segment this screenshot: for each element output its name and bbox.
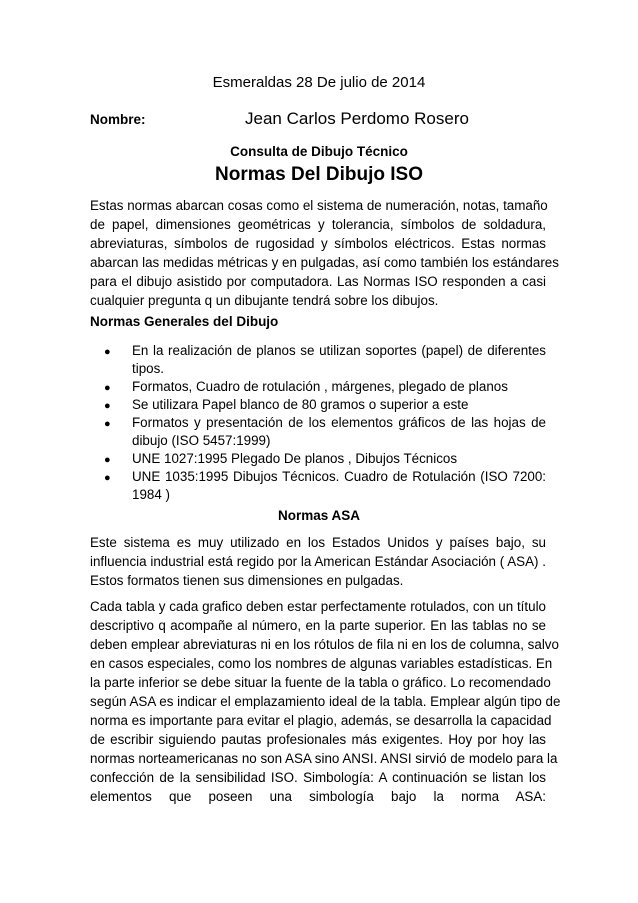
paragraph-line: la parte inferior se debe situar la fuente de la tabla o gráfico. Lo recomendado (90, 675, 551, 690)
list-item-continuation: tipos. (132, 361, 165, 376)
paragraph-line: deben emplear abreviaturas ni en los rótulos de fila ni en los de columna, salvo (90, 637, 559, 652)
list-item-continuation: 1984 ) (132, 487, 170, 502)
bullet-icon: ● (104, 472, 111, 484)
paragraph-line: Estos formatos tienen sus dimensiones en pulgadas. (90, 573, 404, 588)
paragraph-line: norma es importante para evitar el plagio, además, se desarrolla la capacidad (90, 713, 552, 728)
paragraph-line: elementos que poseen una simbología bajo la norma ASA: (90, 789, 546, 804)
paragraph-line: según ASA es indicar el emplazamiento ideal de la tabla. Emplear algún tipo de (90, 694, 561, 709)
paragraph-line: abreviaturas, símbolos de rugosidad y símbolos eléctricos. Estas normas (90, 236, 546, 251)
paragraph-line: descriptivo q acompañe al número, en la parte superior. En las tablas no se (90, 618, 546, 633)
name-value: Jean Carlos Perdomo Rosero (245, 109, 469, 128)
paragraph-line: cualquier pregunta q un dibujante tendrá sobre los dibujos. (90, 293, 439, 308)
paragraph-line: de papel, dimensiones geométricas y tolerancia, símbolos de soldadura, (90, 217, 546, 232)
paragraph-line: confección de la sensibilidad ISO. Simbología: A continuación se listan los (90, 770, 546, 785)
bullet-icon: ● (104, 400, 111, 412)
list-item: Formatos, Cuadro de rotulación , márgenes, plegado de planos (132, 379, 508, 394)
list-item: UNE 1035:1995 Dibujos Técnicos. Cuadro de Rotulación (ISO 7200: (132, 469, 546, 484)
bullet-icon: ● (104, 418, 111, 430)
list-item: Formatos y presentación de los elementos gráficos de las hojas de (132, 415, 546, 430)
list-item-continuation: dibujo (ISO 5457:1999) (132, 433, 271, 448)
document-title: Normas Del Dibujo ISO (215, 164, 423, 185)
paragraph-line: influencia industrial está regido por la American Estándar Asociación ( ASA) . (90, 554, 546, 569)
bullet-icon: ● (104, 454, 111, 466)
paragraph-line: para el dibujo asistido por computadora. Las Normas ISO responden a casi (90, 274, 546, 289)
paragraph-line: abarcan las medidas métricas y en pulgadas, así como también los estándares (90, 255, 559, 270)
document-date: Esmeraldas 28 De julio de 2014 (212, 74, 426, 91)
asa-heading: Normas ASA (277, 508, 361, 523)
paragraph-line: Cada tabla y cada grafico deben estar perfectamente rotulados, con un título (90, 599, 546, 614)
name-label: Nombre: (90, 112, 146, 127)
bullet-icon: ● (104, 382, 111, 394)
list-item: En la realización de planos se utilizan soportes (papel) de diferentes (132, 343, 546, 358)
list-item: UNE 1027:1995 Plegado De planos , Dibujos Técnicos (132, 451, 458, 466)
subject-heading: Consulta de Dibujo Técnico (230, 144, 408, 159)
paragraph-line: Estas normas abarcan cosas como el sistema de numeración, notas, tamaño (90, 198, 548, 213)
paragraph-line: en casos especiales, como los nombres de algunas variables estadísticas. En (90, 656, 553, 671)
list-item: Se utilizara Papel blanco de 80 gramos o superior a este (132, 397, 469, 412)
paragraph-line: Este sistema es muy utilizado en los Estados Unidos y países bajo, su (90, 535, 546, 550)
general-norms-heading: Normas Generales del Dibujo (90, 314, 279, 329)
paragraph-line: de escribir siguiendo pautas profesionales más exigentes. Hoy por hoy las (90, 732, 546, 747)
paragraph-line: normas norteamericanas no son ASA sino ANSI. ANSI sirvió de modelo para la (90, 751, 558, 766)
bullet-icon: ● (104, 346, 111, 358)
